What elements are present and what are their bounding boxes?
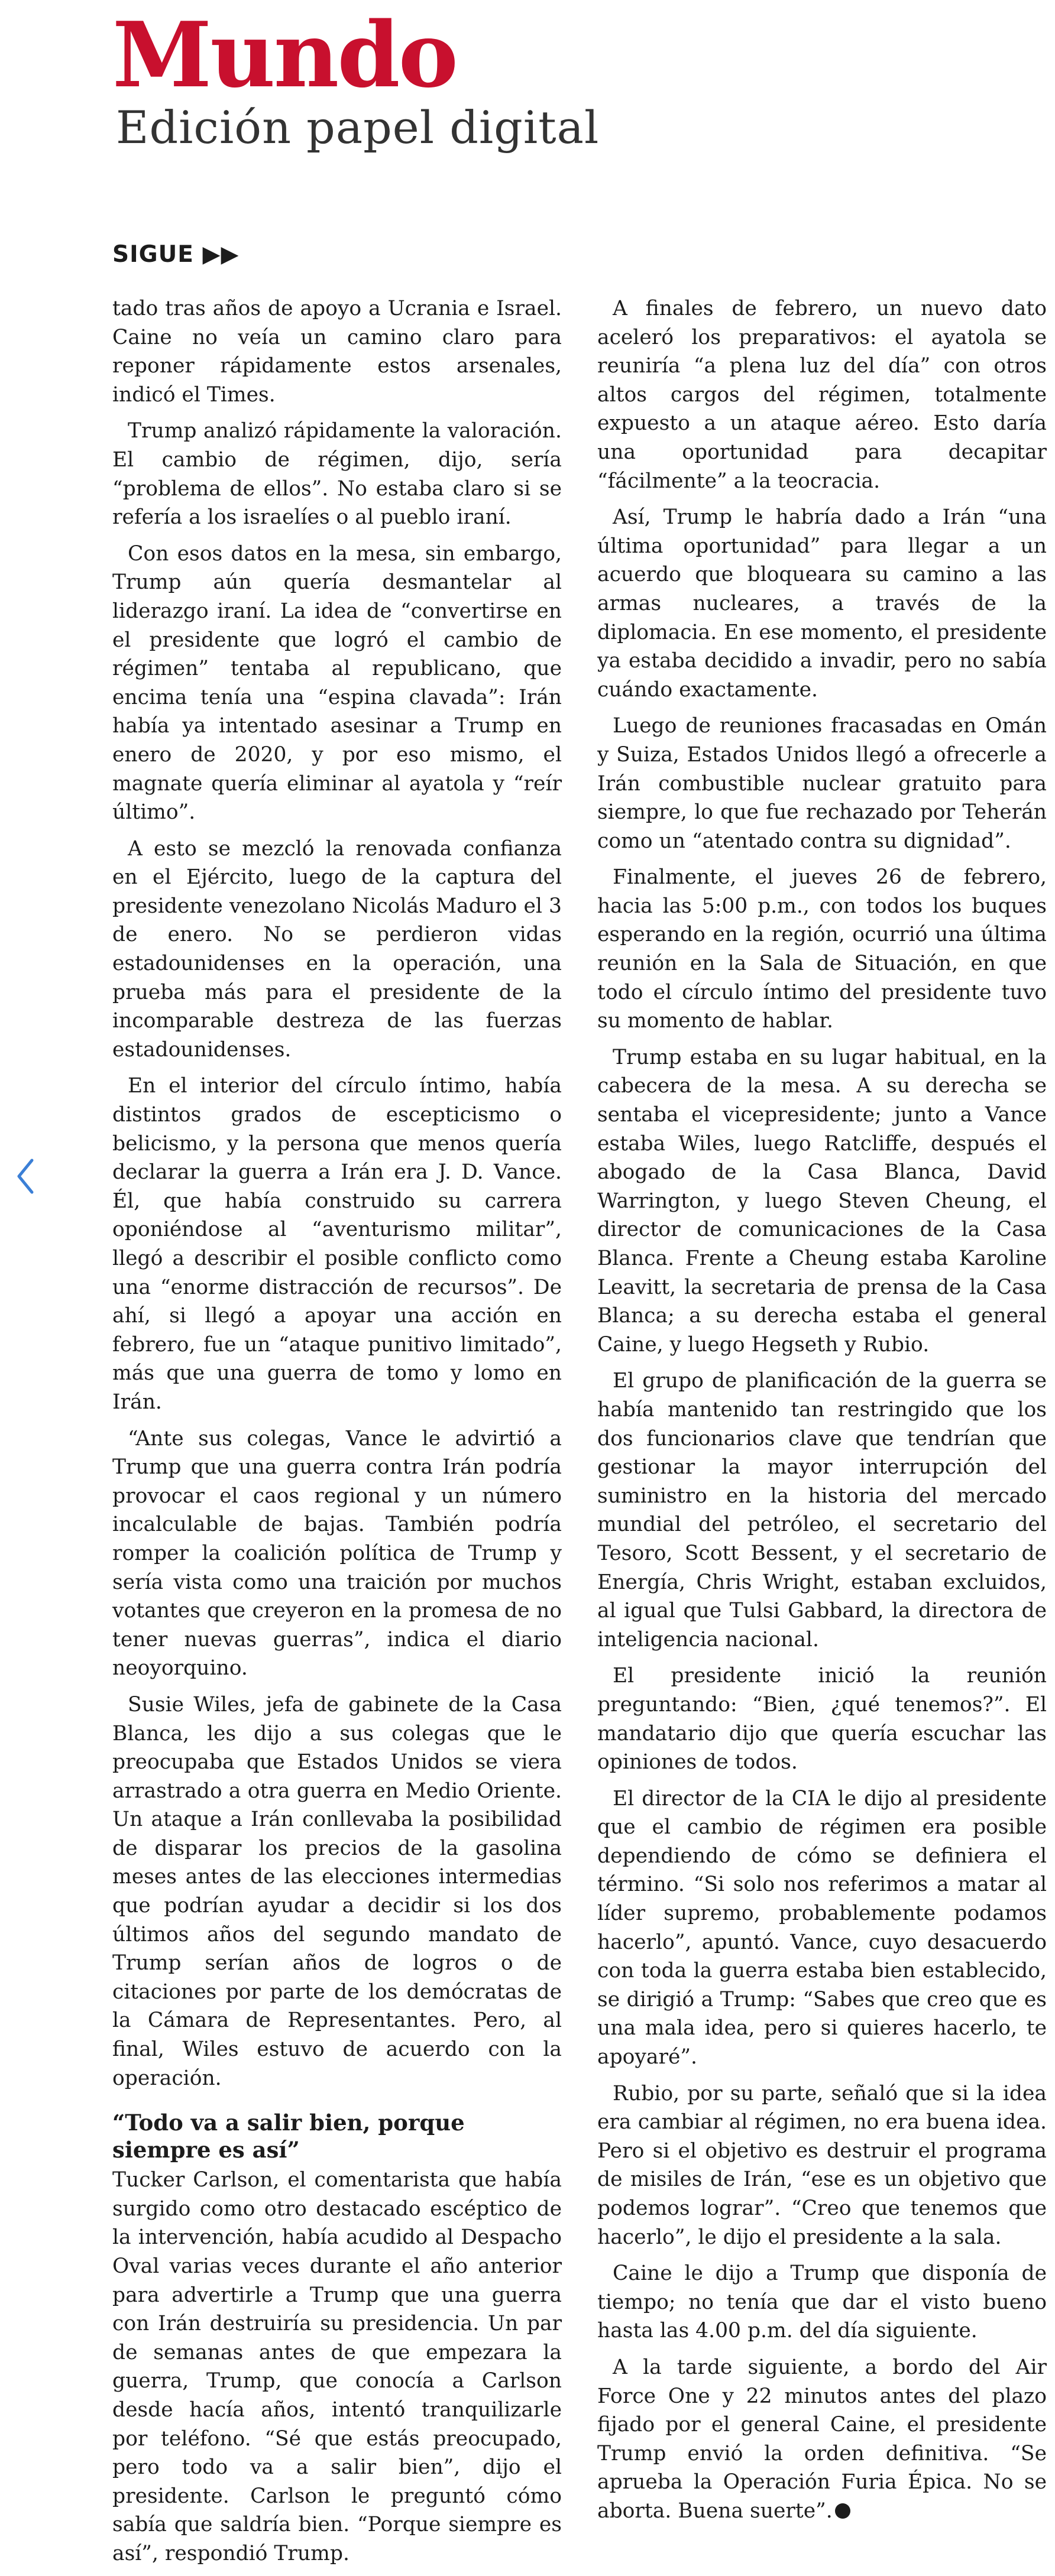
paragraph: Trump analizó rápidamente la valoración. El cambio de régimen, dijo, sería “problema de ellos”. No estaba claro si se refería a los israelíes o al pueblo iraní. xyxy=(112,419,562,530)
paragraph: Trump estaba en su lugar habitual, en la cabecera de la mesa. A su derecha se sentaba el vicepresidente; junto a Vance estaba Wiles, luego Ratcliffe, después el abogado de la Casa Blanca, David Warrington, y luego Steven Cheung, el director de comunicaciones de la Casa Blanca. Frente a Cheung estaba Karoline Leavitt, la secretaria de prensa de la Casa Blanca; a su derecha estaba el general Caine, y luego Hegseth y Rubio. xyxy=(597,1045,1047,1357)
section-title: Mundo xyxy=(112,2,457,108)
paragraph: Susie Wiles, jefa de gabinete de la Casa Blanca, les dijo a sus colegas que le preocupaba que Estados Unidos se viera arrastrado a otra guerra en Medio Oriente. Un ataque a Irán conllevaba la posibilidad de disparar los precios de la gasolina meses antes de las elecciones intermedias que podrían ayudar a decidir si los dos últimos años del segundo mandato de Trump serían años de logros o de citaciones por parte de los demócratas de la Cámara de Representantes. Pero, al final, Wiles estuvo de acuerdo con la operación. xyxy=(112,1692,562,2090)
paragraph: Caine le dijo a Trump que disponía de tiempo; no tenía que dar el visto bueno hasta las 4.00 p.m. del día siguiente. xyxy=(597,2262,1047,2343)
article-column-left xyxy=(112,294,562,2576)
paragraph: A esto se mezcló la renovada confianza en el Ejército, luego de la captura del presidente venezolano Nicolás Maduro el 3 de enero. No se perdieron vidas estadounidenses en la operación, una prueba más para el presidente de la incomparable destreza de las fuerzas estadounidenses. xyxy=(112,836,562,1062)
masthead xyxy=(112,2,600,154)
edition-subtitle: Edición papel digital xyxy=(116,101,600,154)
paragraph: Rubio, por su parte, señaló que si la idea era cambiar al régimen, no era buena idea. Pero si el objetivo es destruir el programa de misiles de Irán, “ese es un objetivo que podemos lograr”. “Creo que tenemos que hacerlo”, le dijo el presidente a la sala. xyxy=(597,2081,1047,2249)
final-paragraph-text: A la tarde siguiente, a bordo del Air Force One y 22 minutos antes del plazo fijado por el general Caine, el presidente Trump envió la orden definitiva. “Se aprueba la Operación Furia Épica. No se aborta. Buena suerte”. xyxy=(597,2355,1047,2523)
article-column-right xyxy=(597,294,1047,2533)
paragraph: El director de la CIA le dijo al presidente que el cambio de régimen era posible dependiendo de cómo se definiera el término. “Si solo nos referimos a matar al líder supremo, probablemente podamos hacerlo”, apuntó. Vance, cuyo desacuerdo con toda la guerra estaba bien establecido, se dirigió a Trump: “Sabes que creo que es una mala idea, pero si quieres hacerlo, te apoyaré”. xyxy=(597,1786,1047,2069)
paragraph: tado tras años de apoyo a Ucrania e Israel. Caine no veía un camino claro para reponer rápidamente estos arsenales, indicó el Times. xyxy=(112,297,562,407)
paragraph: A finales de febrero, un nuevo dato aceleró los preparativos: el ayatola se reuniría “a plena luz del día” con otros altos cargos del régimen, totalmente expuesto a un ataque aéreo. Esto daría una oportunidad para decapitar “fácilmente” a la teocracia. xyxy=(597,297,1047,493)
final-paragraph xyxy=(597,2353,1047,2526)
end-of-article-dot-icon xyxy=(835,2503,850,2519)
paragraph: El grupo de planificación de la guerra se había mantenido tan restringido que los dos funcionarios clave que tendrían que gestionar la mayor interrupción del suministro en la historia del mercado mundial del petróleo, el secretario del Tesoro, Scott Bessent, y el secretario de Energía, Chris Wright, estaban excluidos, al igual que Tulsi Gabbard, la directora de inteligencia nacional. xyxy=(597,1369,1047,1652)
paragraph: “Ante sus colegas, Vance le advirtió a Trump que una guerra contra Irán podría provocar el caos regional y un número incalculable de bajas. También podría romper la coalición política de Trump y sería vista como una traición por muchos votantes que creyeron en la promesa de no tener nuevas guerras”, indica el diario neoyorquino. xyxy=(112,1426,562,1680)
continue-label: SIGUE ▶▶ xyxy=(112,241,240,268)
paragraph: Así, Trump le habría dado a Irán “una última oportunidad” para llegar a un acuerdo que bloqueara su camino a las armas nucleares, a través de la diplomacia. En ese momento, el presidente ya estaba decidido a invadir, pero no sabía cuándo exactamente. xyxy=(597,505,1047,702)
article-subheading: “Todo va a salir bien, porque siempre es así” xyxy=(112,2110,465,2163)
paragraph: En el interior del círculo íntimo, había distintos grados de escepticismo o belicismo, y la persona que menos quería declarar la guerra a Irán era J. D. Vance. Él, que había construido su carrera oponiéndose al “aventurismo militar”, llegó a describir el posible conflicto como una “enorme distracción de recursos”. De ahí, si llegó a apoyar una acción en febrero, fue un “ataque punitivo limitado”, más que una guerra de tomo y lomo en Irán. xyxy=(112,1074,562,1414)
paragraph: Con esos datos en la mesa, sin embargo, Trump aún quería desmantelar al liderazgo iraní. La idea de “convertirse en el presidente que logró el cambio de régimen” tentaba al republicano, que encima tenía una “espina clavada”: Irán había ya intentado asesinar a Trump en enero de 2020, y por eso mismo, el magnate quería eliminar al ayatola y “reír último”. xyxy=(112,541,562,825)
paragraph: El presidente inició la reunión preguntando: “Bien, ¿qué tenemos?”. El mandatario dijo que quería escuchar las opiniones de todos. xyxy=(597,1664,1047,1774)
paragraph: Luego de reuniones fracasadas en Omán y Suiza, Estados Unidos llegó a ofrecerle a Irán combustible nuclear gratuito para siempre, lo que fue rechazado por Teherán como un “atentado contra su dignidad”. xyxy=(597,714,1047,853)
paragraph: Tucker Carlson, el comentarista que había surgido como otro destacado escéptico de la intervención, había acudido al Despacho Oval varias veces durante el año anterior para advertirle a Trump que una guerra con Irán destruiría su presidencia. Un par de semanas antes de que empezara la guerra, Trump, que conocía a Carlson desde hacía años, intentó tranquilizarle por teléfono. “Sé que estás preocupado, pero todo va a salir bien”, dijo el presidente. Carlson le preguntó cómo sabía que saldría bien. “Porque siempre es así”, respondió Trump. xyxy=(112,2168,562,2565)
paragraph: Finalmente, el jueves 26 de febrero, hacia las 5:00 p.m., con todos los buques esperando en la región, ocurrió una última reunión en la Sala de Situación, en que todo el círculo íntimo del presidente tuvo su momento de hablar. xyxy=(597,865,1047,1033)
chevron-left-icon[interactable] xyxy=(13,1156,37,1197)
